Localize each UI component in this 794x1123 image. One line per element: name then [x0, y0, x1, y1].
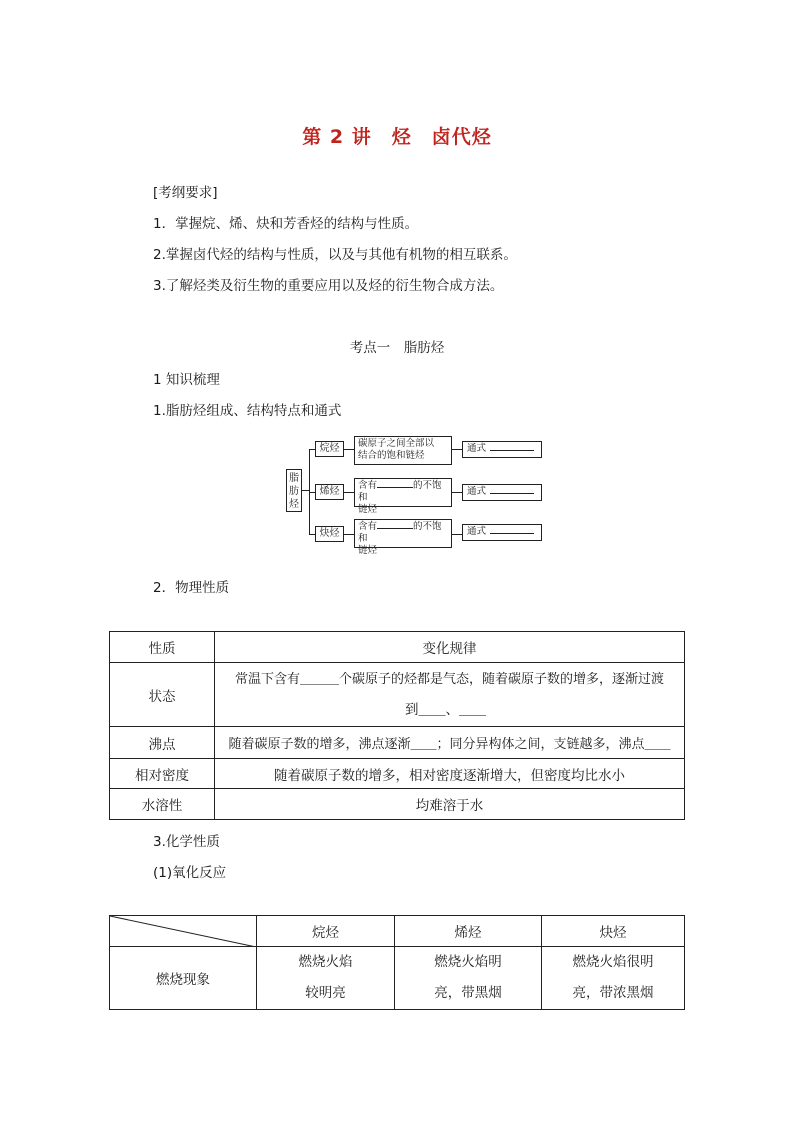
cell-line: 亮，带黑烟 [434, 985, 502, 1001]
cell-line: 燃烧火焰明 [434, 954, 502, 970]
table-header: 变化规律 [215, 632, 685, 663]
formula-label: 通式 [467, 486, 487, 497]
property-cell: 沸点 [110, 727, 215, 759]
property-cell: 水溶性 [110, 789, 215, 820]
alkyne-box: 炔烃 [315, 526, 344, 542]
rule-line: 到＿＿、＿＿ [405, 701, 486, 718]
section-heading: 考点一 脂肪烃 [349, 340, 445, 356]
table-header: 烯烃 [395, 916, 542, 947]
row-label: 燃烧现象 [110, 947, 257, 1010]
requirement-item: 3.了解烃类及衍生物的重要应用以及烃的衍生物合成方法。 [153, 278, 504, 294]
cell-line: 燃烧火焰 [298, 954, 353, 970]
point-2-heading: 2．物理性质 [153, 580, 230, 596]
diagonal-line [110, 916, 256, 947]
alkene-formula-box [462, 484, 542, 501]
requirement-item: 1．掌握烷、烯、炔和芳香烃的结构与性质。 [153, 216, 419, 232]
alkyne-description-box [354, 519, 452, 556]
formula-label: 通式 [467, 526, 487, 537]
alkyne-description-text: 的不饱和 [358, 521, 442, 544]
rule-cell: 均难溶于水 [215, 789, 685, 820]
combustion-cell [257, 947, 395, 1010]
alkene-description-text: 的不饱和 [358, 480, 442, 503]
point-3-heading: 3.化学性质 [153, 834, 220, 850]
physical-properties-table [109, 631, 685, 820]
alkene-box: 烯烃 [315, 484, 344, 500]
property-cell: 相对密度 [110, 759, 215, 789]
table-header: 烷烃 [257, 916, 395, 947]
rule-line: 常温下含有＿＿＿个碳原子的烃都是气态，随着碳原子数的增多，逐渐过渡 [234, 671, 664, 687]
alkene-description-box [354, 478, 452, 515]
table-header: 炔烃 [542, 916, 685, 947]
diagram-root-box: 脂肪烃 [286, 469, 302, 512]
alkane-description-box [354, 436, 452, 465]
knowledge-label: 1 知识梳理 [153, 372, 220, 388]
property-cell: 状态 [110, 663, 215, 727]
table-header: 性质 [110, 632, 215, 663]
rule-cell: 随着碳原子数的增多，沸点逐渐＿＿；同分异构体之间，支链越多，沸点＿＿ [215, 727, 685, 759]
alkyne-formula-box [462, 524, 542, 541]
requirements-heading: [考纲要求] [153, 185, 218, 201]
sub-heading-oxidation: (1)氧化反应 [153, 865, 227, 881]
diagonal-header-cell [110, 916, 257, 947]
alkyne-description-text: 含有 [358, 521, 378, 532]
alkane-box: 烷烃 [315, 441, 344, 457]
cell-line: 燃烧火焰很明 [572, 954, 654, 970]
alkene-description-text: 含有 [358, 480, 378, 491]
alkane-description-line: 碳原子之间全部以 [358, 438, 435, 449]
requirement-item: 2.掌握卤代烃的结构与性质，以及与其他有机物的相互联系。 [153, 247, 517, 263]
alkane-description-line: 结合的饱和链烃 [358, 450, 425, 461]
combustion-cell [395, 947, 542, 1010]
page-title: 第 2 讲 烃 卤代烃 [302, 126, 492, 148]
alkane-formula-box [462, 441, 542, 458]
alkyne-description-line: 链烃 [358, 545, 378, 556]
rule-cell: 随着碳原子数的增多，相对密度逐渐增大，但密度均比水小 [215, 759, 685, 789]
cell-line: 较明亮 [305, 985, 346, 1001]
oxidation-table [109, 915, 685, 1010]
point-1-heading: 1.脂肪烃组成、结构特点和通式 [153, 403, 342, 419]
cell-line: 亮，带浓黑烟 [572, 985, 654, 1001]
alkene-description-line: 链烃 [358, 504, 378, 515]
formula-label: 通式 [467, 443, 487, 454]
combustion-cell [542, 947, 685, 1010]
rule-cell [215, 663, 685, 727]
